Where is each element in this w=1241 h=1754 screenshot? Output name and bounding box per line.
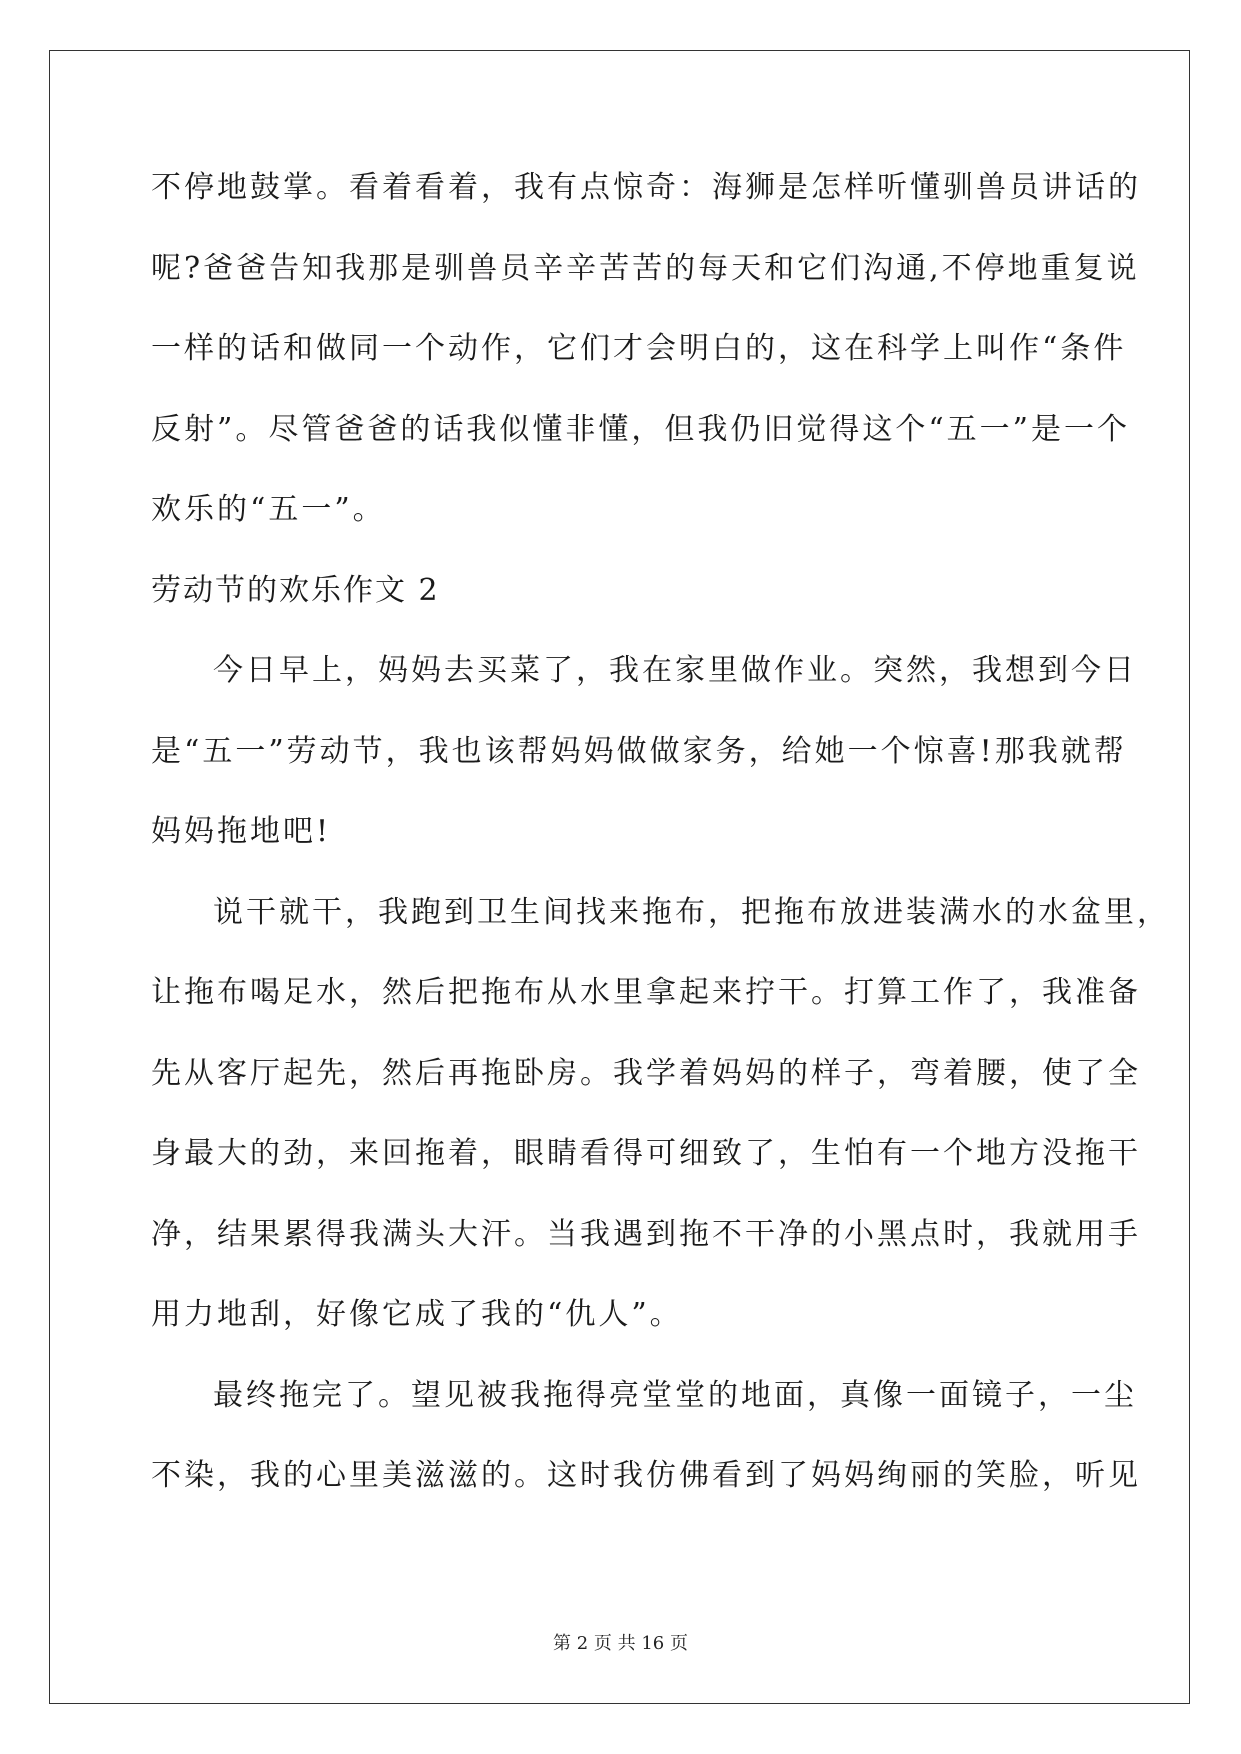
text-line: 不停地鼓掌。看着看着，我有点惊奇：海狮是怎样听懂驯兽员讲话的 bbox=[151, 170, 1141, 205]
paragraph-start-line: 说干就干，我跑到卫生间找来拖布，把拖布放进装满水的水盆里， bbox=[213, 894, 1170, 930]
text-line: 不染，我的心里美滋滋的。这时我仿佛看到了妈妈绚丽的笑脸，听见 bbox=[151, 1458, 1141, 1493]
paragraph-start-line: 最终拖完了。望见被我拖得亮堂堂的地面，真像一面镜子，一尘 bbox=[213, 1377, 1137, 1413]
text-line: 呢?爸爸告知我那是驯兽员辛辛苦苦的每天和它们沟通,不停地重复说 bbox=[151, 250, 1140, 286]
text-line: 用力地刮，好像它成了我的“仇人”。 bbox=[151, 1297, 683, 1332]
text-line: 是“五一”劳动节，我也该帮妈妈做做家务，给她一个惊喜!那我就帮 bbox=[151, 733, 1127, 769]
text-line: 净，结果累得我满头大汗。当我遇到拖不干净的小黑点时，我就用手 bbox=[151, 1216, 1141, 1252]
section-heading: 劳动节的欢乐作文 2 bbox=[151, 572, 440, 608]
paragraph-start-line: 今日早上，妈妈去买菜了，我在家里做作业。突然，我想到今日 bbox=[213, 653, 1137, 688]
text-line: 欢乐的“五一”。 bbox=[151, 492, 386, 527]
text-line: 一样的话和做同一个动作，它们才会明白的，这在科学上叫作“条件 bbox=[151, 331, 1127, 366]
text-line: 先从客厅起先，然后再拖卧房。我学着妈妈的样子，弯着腰，使了全 bbox=[151, 1055, 1141, 1091]
text-line: 妈妈拖地吧! bbox=[151, 814, 332, 849]
text-line: 身最大的劲，来回拖着，眼睛看得可细致了，生怕有一个地方没拖干 bbox=[151, 1136, 1141, 1171]
document-body bbox=[151, 158, 1170, 1527]
text-line: 反射”。尽管爸爸的话我似懂非懂，但我仍旧觉得这个“五一”是一个 bbox=[151, 411, 1131, 447]
text-line: 让拖布喝足水，然后把拖布从水里拿起来拧干。打算工作了，我准备 bbox=[151, 975, 1141, 1010]
page-number-footer: 第 2 页 共 16 页 bbox=[553, 1633, 688, 1654]
